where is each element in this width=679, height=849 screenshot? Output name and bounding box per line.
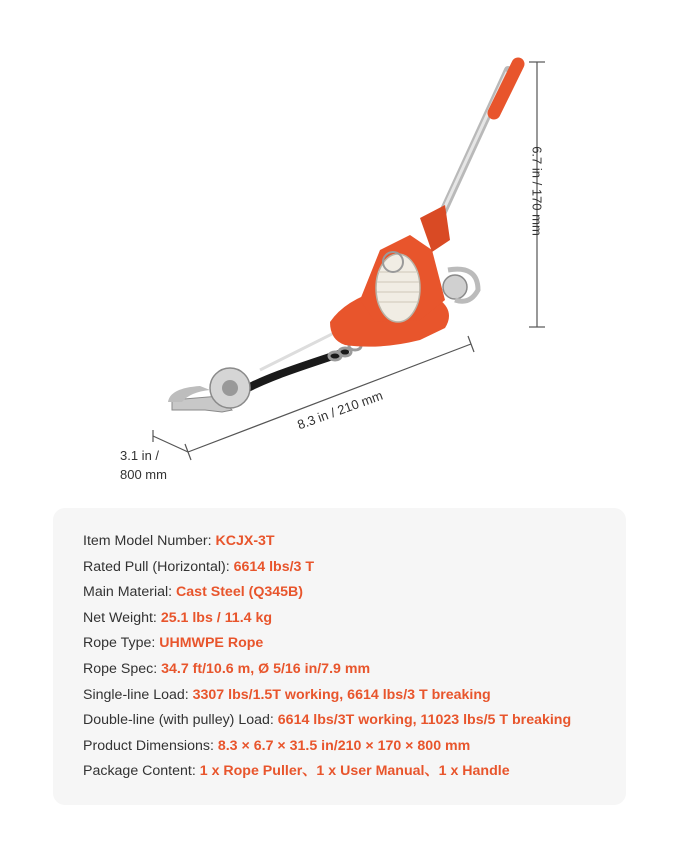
spec-value: Cast Steel (Q345B) bbox=[176, 584, 303, 601]
spec-row-net-weight bbox=[83, 606, 571, 632]
spec-value: 34.7 ft/10.6 m, Ø 5/16 in/7.9 mm bbox=[161, 660, 371, 677]
spec-label: Net Weight: bbox=[83, 609, 161, 626]
spec-value: UHMWPE Rope bbox=[159, 635, 264, 652]
spec-row-product-dimensions bbox=[83, 734, 571, 760]
depth-label-line-1: 3.1 in / bbox=[120, 448, 160, 463]
spec-row-model-number bbox=[83, 529, 571, 555]
spec-row-rope-type bbox=[83, 631, 571, 657]
spec-value: 3307 lbs/1.5T working, 6614 lbs/3 T breaking bbox=[192, 686, 491, 703]
height-dimension-label: 6.7 in / 170 mm bbox=[529, 146, 545, 236]
spec-value: 25.1 lbs / 11.4 kg bbox=[160, 609, 273, 626]
spec-label: Item Model Number: bbox=[83, 533, 216, 549]
spec-label: Rated Pull (Horizontal): bbox=[83, 558, 234, 575]
spec-value: KCJX-3T bbox=[215, 533, 275, 549]
spec-value: 1 x Rope Puller、1 x User Manual、1 x Handle bbox=[199, 763, 510, 780]
spec-row-double-line-load bbox=[83, 708, 571, 734]
spec-label: Main Material: bbox=[83, 584, 177, 601]
spec-row-main-material bbox=[83, 580, 571, 606]
spec-row-single-line-load bbox=[83, 683, 571, 709]
spec-label: Rope Type: bbox=[83, 635, 160, 652]
spec-value: 8.3 × 6.7 × 31.5 in/210 × 170 × 800 mm bbox=[217, 737, 471, 754]
spec-label: Single-line Load: bbox=[83, 686, 193, 703]
spec-row-rope-spec bbox=[83, 657, 571, 683]
pulley-hook bbox=[168, 368, 250, 412]
puller-body bbox=[330, 205, 478, 347]
spec-label: Product Dimensions: bbox=[83, 737, 218, 754]
spec-value: 6614 lbs/3 T bbox=[233, 558, 315, 575]
spec-list bbox=[83, 529, 571, 785]
handle bbox=[437, 64, 518, 225]
spec-label: Rope Spec: bbox=[83, 660, 162, 677]
spec-label: Double-line (with pulley) Load: bbox=[83, 712, 278, 729]
spec-row-package-content bbox=[83, 759, 571, 785]
depth-label-line-2: 800 mm bbox=[120, 467, 167, 482]
spec-label: Package Content: bbox=[83, 763, 200, 780]
spec-value: 6614 lbs/3T working, 11023 lbs/5 T breaking bbox=[277, 712, 572, 729]
spec-card bbox=[53, 508, 626, 805]
spec-row-rated-pull bbox=[83, 555, 571, 581]
depth-dimension-label bbox=[120, 446, 167, 484]
length-dimension-label: 8.3 in / 210 mm bbox=[295, 387, 385, 433]
